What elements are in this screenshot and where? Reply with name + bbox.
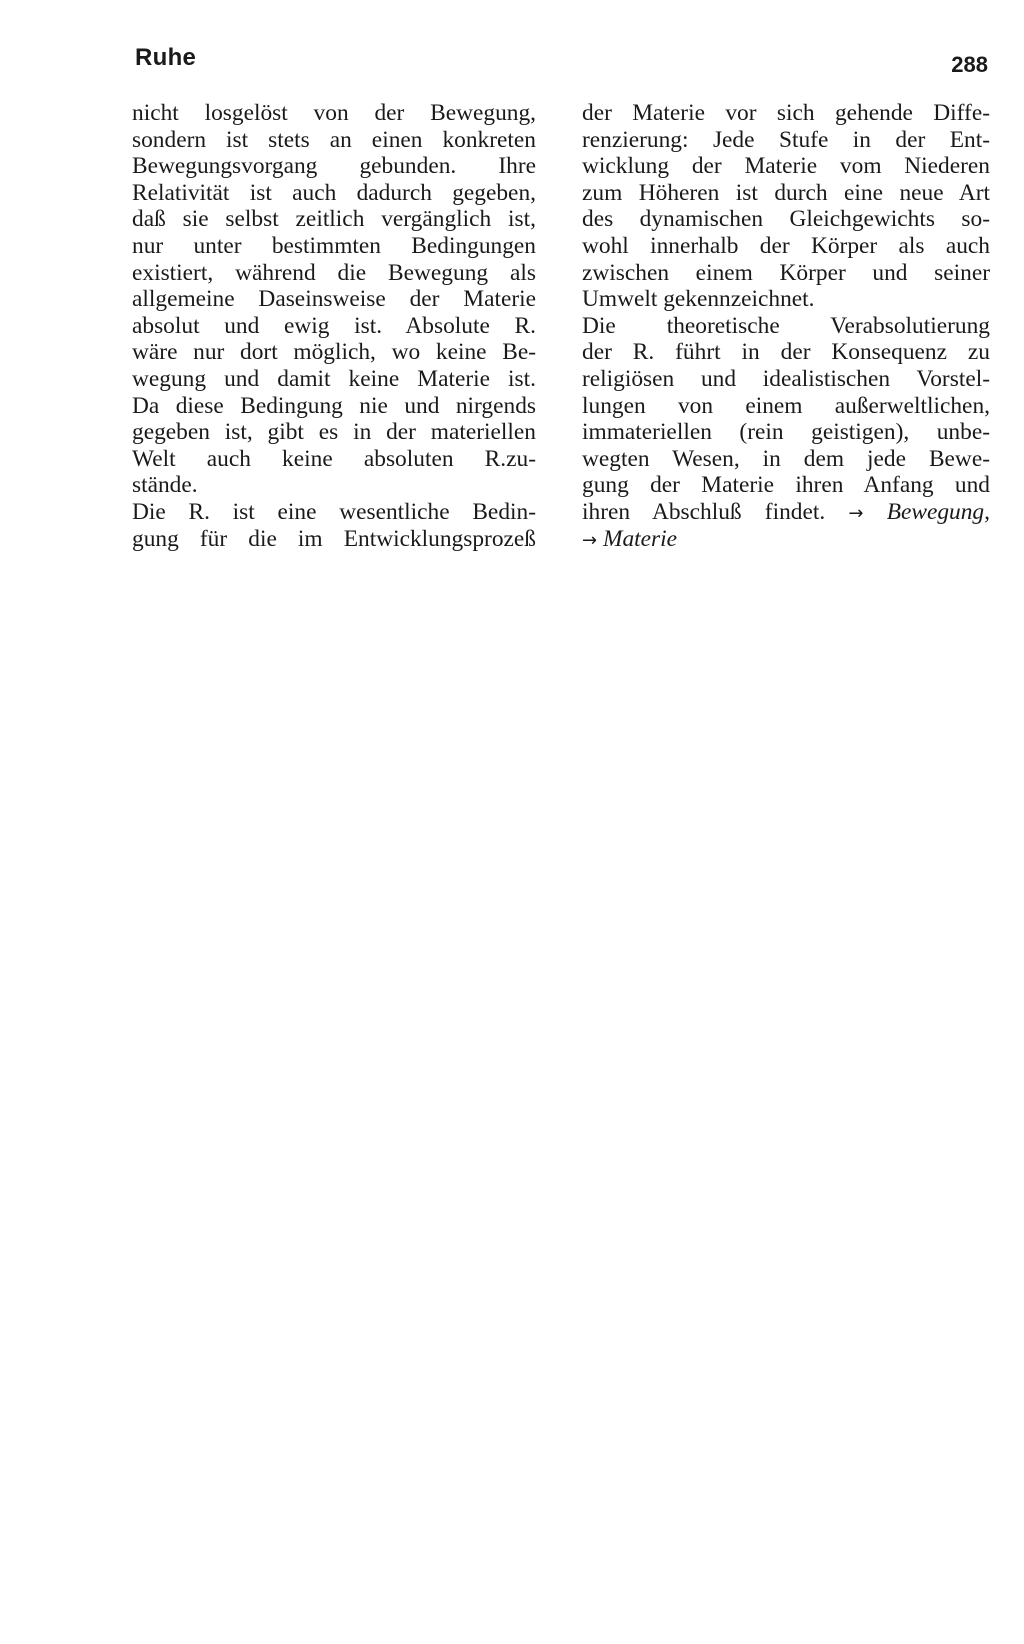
text-line: wicklung der Materie vom Niederen bbox=[582, 153, 990, 180]
text-line: nur unter bestimmten Bedingungen bbox=[132, 232, 536, 259]
text-line: absolut und ewig ist. Absolute R. bbox=[132, 312, 536, 339]
text-fragment: ihren Abschluß findet. bbox=[582, 498, 826, 525]
text-line: existiert, während die Bewegung als bbox=[132, 259, 536, 286]
text-line: Da diese Bedingung nie und nirgends bbox=[132, 392, 536, 419]
text-line: daß sie selbst zeitlich vergänglich ist, bbox=[132, 206, 536, 233]
text-line: wegten Wesen, in dem jede Bewe- bbox=[582, 445, 990, 472]
text-line: Die theoretische Verabsolutierung bbox=[582, 312, 990, 339]
arrow-icon: → bbox=[848, 502, 864, 524]
arrow-icon: → bbox=[582, 529, 598, 551]
running-head: Ruhe bbox=[135, 44, 197, 71]
text-line: zwischen einem Körper und seiner bbox=[582, 259, 990, 286]
text-line: nicht losgelöst von der Bewegung, bbox=[132, 100, 536, 126]
page-number: 288 bbox=[951, 52, 988, 77]
text-line: sondern ist stets an einen konkreten bbox=[132, 126, 536, 153]
text-line-with-xref bbox=[582, 499, 990, 526]
text-line: gung für die im Entwicklungsprozeß bbox=[132, 525, 536, 552]
text-line: wohl innerhalb der Körper als auch bbox=[582, 232, 990, 259]
text-line: Umwelt gekennzeichnet. bbox=[582, 286, 815, 313]
left-column bbox=[132, 100, 536, 552]
text-line: allgemeine Daseinsweise der Materie bbox=[132, 286, 536, 313]
text-line: Die R. ist eine wesentliche Bedin- bbox=[132, 498, 536, 525]
text-line: gegeben ist, gibt es in der materiellen bbox=[132, 419, 536, 446]
text-line: Bewegungsvorgang gebunden. Ihre bbox=[132, 153, 536, 180]
text-line-xref bbox=[582, 526, 990, 553]
xref-materie[interactable]: Materie bbox=[602, 525, 677, 552]
text-line: der R. führt in der Konsequenz zu bbox=[582, 339, 990, 366]
text-line: renzierung: Jede Stufe in der Ent- bbox=[582, 126, 990, 153]
right-column bbox=[582, 100, 990, 552]
text-line: gung der Materie ihren Anfang und bbox=[582, 472, 990, 499]
text-line: der Materie vor sich gehende Diffe- bbox=[582, 100, 990, 126]
text-line: wäre nur dort möglich, wo keine Be- bbox=[132, 339, 536, 366]
text-line: des dynamischen Gleichgewichts so- bbox=[582, 206, 990, 233]
text-line: Relativität ist auch dadurch gegeben, bbox=[132, 179, 536, 206]
text-line: religiösen und idealistischen Vorstel- bbox=[582, 365, 990, 392]
text-line: zum Höheren ist durch eine neue Art bbox=[582, 179, 990, 206]
xref-bewegung[interactable]: Bewegung, bbox=[886, 498, 990, 525]
text-line: immateriellen (rein geistigen), unbe- bbox=[582, 419, 990, 446]
text-line: Welt auch keine absoluten R.zu- bbox=[132, 445, 536, 472]
text-line: wegung und damit keine Materie ist. bbox=[132, 365, 536, 392]
text-line: stände. bbox=[132, 472, 198, 499]
text-line: lungen von einem außerweltlichen, bbox=[582, 392, 990, 419]
